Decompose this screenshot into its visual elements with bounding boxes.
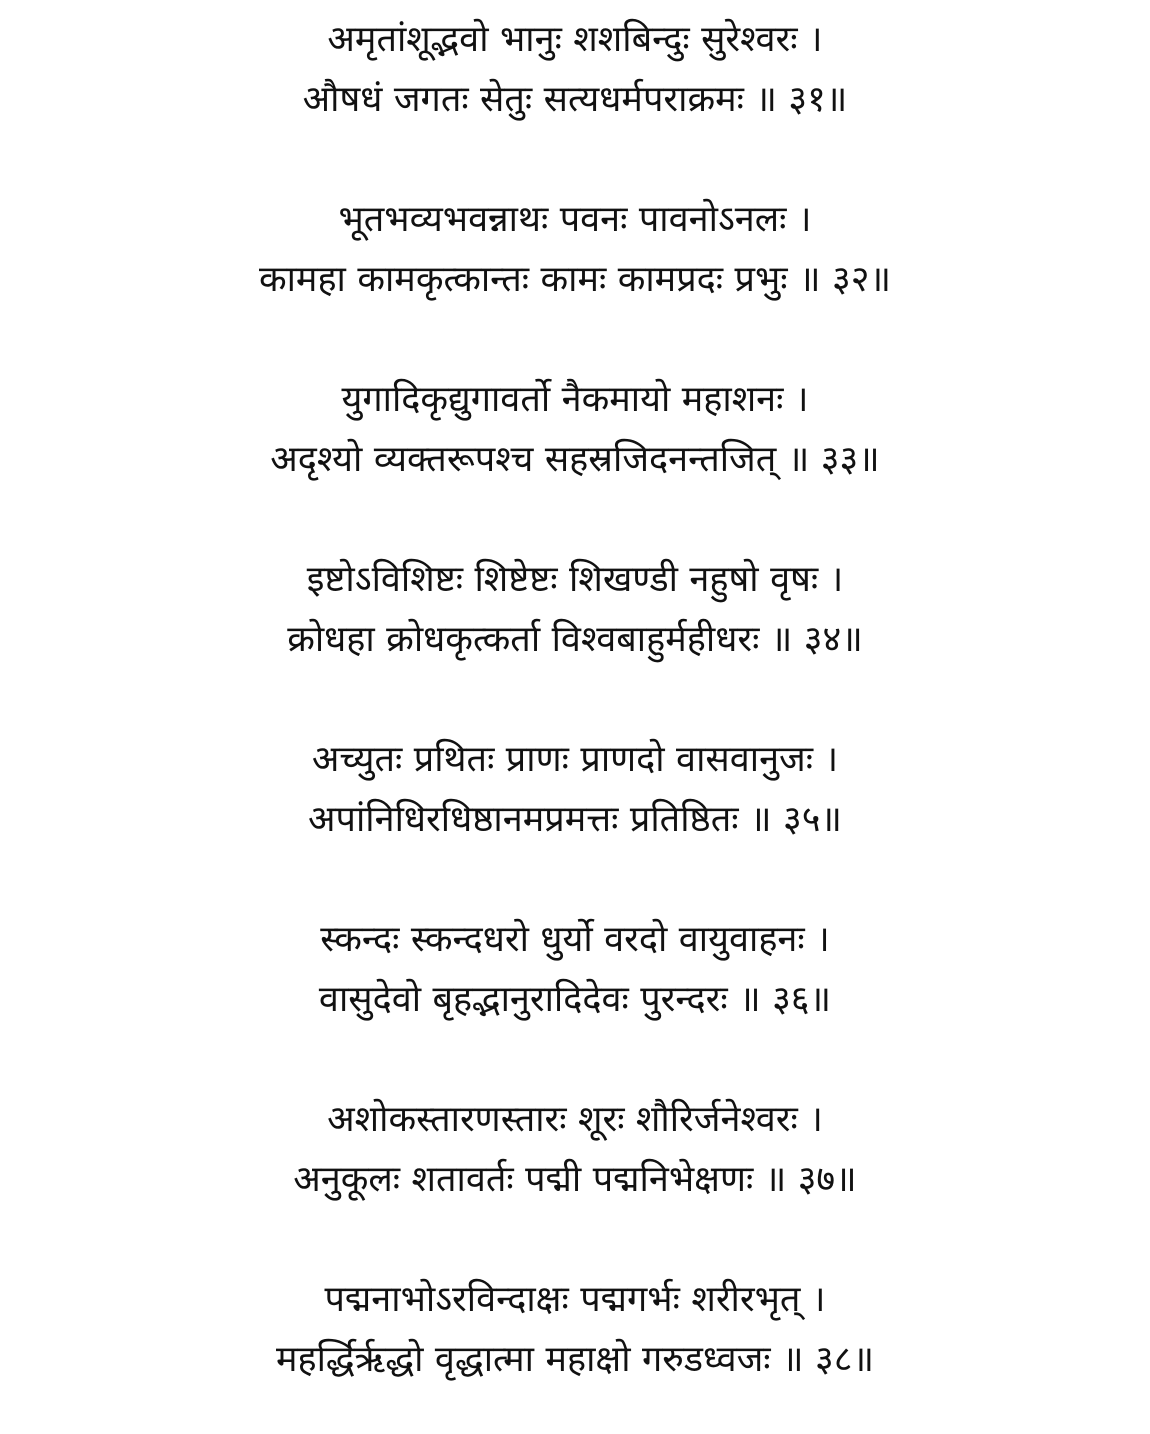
- verse-line: अच्युतः प्रथितः प्राणः प्राणदो वासवानुजः ।: [311, 739, 839, 780]
- verse-line: स्कन्दः स्कन्दधरो धुर्यो वरदो वायुवाहनः ।: [320, 919, 830, 960]
- verse-line: अदृश्यो व्यक्तरूपश्च सहस्रजिदनन्तजित् ॥ ३३॥: [270, 439, 880, 480]
- verse-line: अमृतांशूद्भवो भानुः शशबिन्दुः सुरेश्वरः ।: [327, 19, 823, 60]
- verse-line: कामहा कामकृत्कान्तः कामः कामप्रदः प्रभुः ॥ ३२॥: [258, 259, 892, 300]
- verse-32: [0, 190, 1150, 310]
- verse-line: अनुकूलः शतावर्तः पद्मी पद्मनिभेक्षणः ॥ ३७॥: [293, 1159, 857, 1200]
- verse-line: महर्द्धिर्ऋद्धो वृद्धात्मा महाक्षो गरुडध्वजः ॥ ३८॥: [275, 1339, 875, 1380]
- verse-36: [0, 910, 1150, 1030]
- verse-line: क्रोधहा क्रोधकृत्कर्ता विश्वबाहुर्महीधरः ॥ ३४॥: [287, 619, 863, 660]
- verse-35: [0, 730, 1150, 850]
- verse-34: [0, 550, 1150, 670]
- verse-38: [0, 1270, 1150, 1390]
- verse-line: पद्मनाभोऽरविन्दाक्षः पद्मगर्भः शरीरभृत् ।: [324, 1279, 826, 1320]
- verse-line: अपांनिधिरधिष्ठानमप्रमत्तः प्रतिष्ठितः ॥ ३५॥: [308, 799, 842, 840]
- verse-line: वासुदेवो बृहद्भानुरादिदेवः पुरन्दरः ॥ ३६॥: [318, 979, 832, 1020]
- verse-33: [0, 370, 1150, 490]
- verse-line: युगादिकृद्युगावर्तो नैकमायो महाशनः ।: [341, 379, 809, 420]
- verse-line: इष्टोऽविशिष्टः शिष्टेष्टः शिखण्डी नहुषो वृषः ।: [306, 559, 844, 600]
- verse-line: भूतभव्यभवन्नाथः पवनः पावनोऽनलः ।: [338, 199, 812, 240]
- verse-line: अशोकस्तारणस्तारः शूरः शौरिर्जनेश्वरः ।: [327, 1099, 823, 1140]
- verse-37: [0, 1090, 1150, 1210]
- verse-31: [0, 10, 1150, 130]
- verse-line: औषधं जगतः सेतुः सत्यधर्मपराक्रमः ॥ ३१॥: [302, 79, 848, 120]
